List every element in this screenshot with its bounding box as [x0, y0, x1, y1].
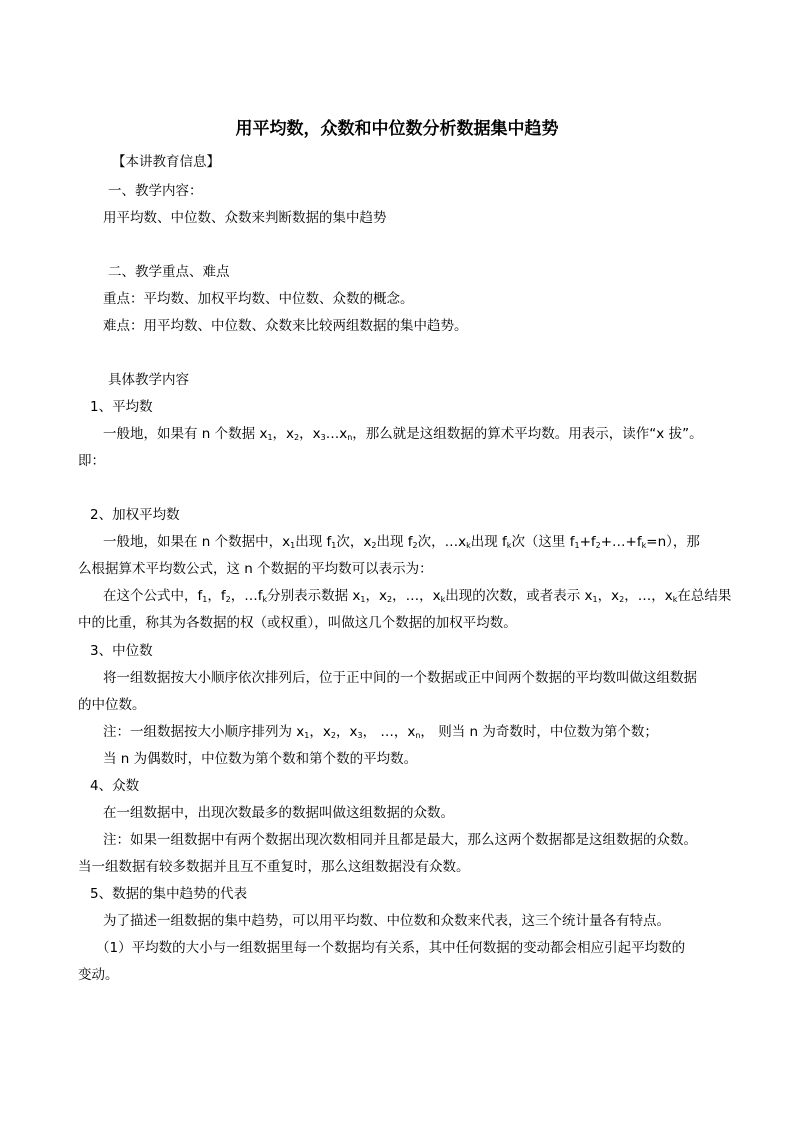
- mode-line1: 在一组数据中，出现次数最多的数据叫做这组数据的众数。: [103, 805, 454, 821]
- median-line2: 的中位数。: [78, 697, 146, 713]
- median-line4: 当 n 为偶数时，中位数为第个数和第个数的平均数。: [103, 751, 418, 767]
- mean-definition-line1: 一般地，如果有 n 个数据 $x_1$，$x_2$，$x_3\dots x_n$，那么就是这组数据的算术平均数。用表示，读作“x 拔”。: [103, 426, 703, 442]
- weighted-mean-line4: 中的比重，称其为各数据的权（或权重），叫做这几个数据的加权平均数。: [78, 615, 517, 631]
- median-line1: 将一组数据按大小顺序依次排列后，位于正中间的一个数据或正中间两个数据的平均数叫做这组数据: [103, 670, 697, 686]
- mode-line3: 当一组数据有较多数据并且互不重复时，那么这组数据没有众数。: [78, 859, 470, 875]
- key-point: 重点：平均数、加权平均数、中位数、众数的概念。: [103, 291, 414, 307]
- section-weighted-mean-heading: 2、加权平均数: [90, 507, 180, 523]
- section-central-tendency-heading: 5、数据的集中趋势的代表: [90, 886, 248, 902]
- section-median-heading: 3、中位数: [90, 643, 153, 659]
- section-2-heading: 二、教学重点、难点: [108, 264, 230, 280]
- section-1-heading: 一、教学内容：: [108, 183, 203, 199]
- central-tendency-line2: （1）平均数的大小与一组数据里每一个数据均有关系，其中任何数据的变动都会相应引起平均数的: [96, 940, 686, 956]
- info-header: 【本讲教育信息】: [112, 154, 220, 170]
- weighted-mean-line2: 么根据算术平均数公式，这 n 个数据的平均数可以表示为：: [78, 561, 433, 577]
- section-mode-heading: 4、众数: [90, 778, 140, 794]
- median-line3: 注：一组数据按大小顺序排列为 $x_1$，$x_2$，$x_3$， …，$x_n$， 则当 n 为奇数时，中位数为第个数；: [103, 724, 658, 740]
- section-1-content: 用平均数、中位数、众数来判断数据的集中趋势: [103, 210, 387, 226]
- central-tendency-line1: 为了描述一组数据的集中趋势，可以用平均数、中位数和众数来代表，这三个统计量各有特点。: [103, 913, 670, 929]
- mean-definition-line2: 即：: [78, 453, 105, 469]
- content-heading: 具体教学内容: [108, 372, 189, 388]
- document-title: 用平均数，众数和中位数分析数据集中趋势: [235, 119, 559, 139]
- weighted-mean-line3: 在这个公式中，$f_1$，$f_2$，$\dots f_k$分别表示数据 $x_1$，$x_2$，…，$x_k$出现的次数，或者表示 $x_1$，$x_2$，…，$x_k$在总结果: [103, 588, 732, 604]
- central-tendency-line3: 变动。: [78, 967, 119, 983]
- mode-line2: 注：如果一组数据中有两个数据出现次数相同并且都是最大，那么这两个数据都是这组数据的众数。: [103, 832, 697, 848]
- section-mean-heading: 1、平均数: [90, 399, 153, 415]
- weighted-mean-line1: 一般地，如果在 n 个数据中，$x_1$出现 $f_1$次，$x_2$出现 $f_2$次，$\dots x_k$出现 $f_k$次（这里 $f_1+f_2+\dots+f_k=n$），那: [103, 534, 700, 550]
- difficult-point: 难点：用平均数、中位数、众数来比较两组数据的集中趋势。: [103, 318, 468, 334]
